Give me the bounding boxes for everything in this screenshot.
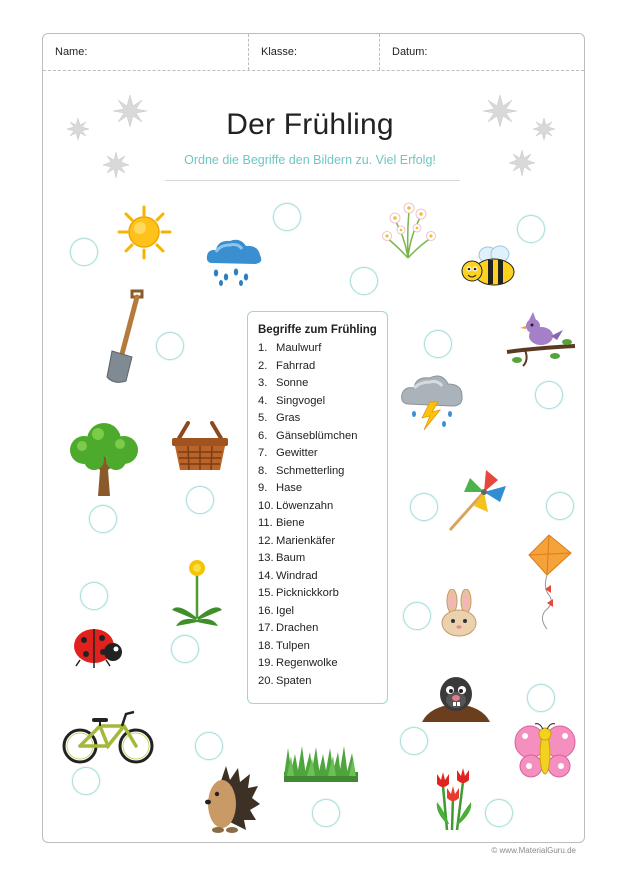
ladybug-icon (70, 622, 126, 668)
grass-icon (282, 744, 360, 784)
list-item-word: Drachen (276, 622, 319, 634)
list-item-number: 9. (258, 482, 268, 494)
copyright-notice: © www.MaterialGuru.de (491, 846, 576, 855)
answer-circle[interactable] (535, 381, 563, 409)
list-item-number: 16. (258, 604, 274, 617)
answer-circle[interactable] (350, 267, 378, 295)
bee-icon (460, 245, 520, 289)
list-item-word: Gras (276, 412, 301, 424)
list-item (258, 585, 387, 603)
word-list-box (247, 311, 388, 704)
list-item-word: Hase (276, 482, 303, 494)
answer-circle[interactable] (400, 727, 428, 755)
list-item (258, 550, 387, 568)
answer-circle[interactable] (312, 799, 340, 827)
name-field[interactable] (43, 34, 249, 70)
list-item-number: 4. (258, 394, 268, 407)
list-item (258, 480, 387, 498)
list-item-word: Biene (276, 517, 305, 529)
divider (165, 180, 460, 181)
rabbit-icon (438, 589, 480, 637)
spade-icon (102, 289, 148, 385)
list-item-word: Marienkäfer (276, 534, 336, 547)
answer-circle[interactable] (527, 684, 555, 712)
word-list (258, 340, 387, 690)
list-item-number: 2. (258, 359, 268, 372)
list-item (258, 638, 387, 656)
name-label: Name: (55, 46, 88, 58)
list-item (258, 568, 387, 586)
answer-circle[interactable] (403, 602, 431, 630)
list-item-number: 3. (258, 377, 268, 389)
answer-circle[interactable] (517, 215, 545, 243)
answer-circle[interactable] (171, 635, 199, 663)
class-field[interactable] (249, 34, 380, 70)
date-field[interactable] (380, 34, 586, 70)
dandelion-icon (168, 558, 226, 630)
answer-circle[interactable] (273, 203, 301, 231)
list-item (258, 445, 387, 463)
daisies-icon (377, 198, 439, 260)
list-item (258, 498, 387, 516)
tulips-icon (433, 768, 475, 832)
list-item (258, 463, 387, 481)
answer-circle[interactable] (156, 332, 184, 360)
list-item-word: Windrad (276, 569, 318, 582)
list-item-word: Löwenzahn (276, 499, 334, 512)
list-item (258, 603, 387, 621)
list-item (258, 428, 387, 446)
list-item (258, 515, 387, 533)
list-item-number: 7. (258, 447, 268, 459)
list-item (258, 340, 387, 358)
list-item-number: 1. (258, 342, 268, 354)
list-item-word: Baum (276, 552, 306, 564)
answer-circle[interactable] (72, 767, 100, 795)
kite-icon (525, 533, 573, 631)
answer-circle[interactable] (424, 330, 452, 358)
list-item-number: 12. (258, 534, 274, 547)
list-item-number: 11. (258, 517, 273, 529)
list-item-number: 8. (258, 464, 268, 477)
list-item-word: Gewitter (276, 447, 318, 459)
list-item (258, 673, 387, 691)
rain-cloud-icon (204, 235, 266, 287)
answer-circle[interactable] (186, 486, 214, 514)
list-item-number: 15. (258, 587, 274, 599)
list-item-number: 19. (258, 657, 274, 669)
list-item-number: 6. (258, 429, 268, 442)
list-item-word: Maulwurf (276, 342, 322, 354)
bicycle-icon (60, 708, 156, 766)
date-label: Datum: (392, 46, 428, 58)
answer-circle[interactable] (89, 505, 117, 533)
list-item-word: Sonne (276, 377, 309, 389)
list-item-word: Fahrrad (276, 359, 316, 372)
list-item (258, 533, 387, 551)
list-item (258, 410, 387, 428)
list-item-word: Schmetterling (276, 464, 345, 477)
list-item-word: Spaten (276, 674, 312, 687)
header-row (43, 34, 584, 71)
list-item-number: 14. (258, 569, 274, 582)
answer-circle[interactable] (195, 732, 223, 760)
list-item (258, 358, 387, 376)
list-item-number: 18. (258, 639, 274, 652)
class-label: Klasse: (261, 46, 298, 58)
answer-circle[interactable] (70, 238, 98, 266)
list-item-number: 5. (258, 412, 268, 424)
list-item-number: 17. (258, 622, 274, 634)
list-item (258, 375, 387, 393)
thundercloud-icon (400, 370, 466, 432)
hedgehog-icon (200, 764, 260, 834)
page-title: Der Frühling (226, 108, 394, 141)
list-item-number: 13. (258, 552, 274, 564)
answer-circle[interactable] (410, 493, 438, 521)
page-subtitle: Ordne die Begriffe den Bildern zu. Viel Erfolg! (184, 153, 436, 167)
pinwheel-icon (446, 466, 514, 532)
list-item (258, 620, 387, 638)
picnic-basket-icon (170, 420, 230, 472)
list-item-word: Singvogel (276, 394, 326, 407)
word-list-title: Begriffe zum Frühling (258, 324, 377, 336)
list-item-word: Picknickkorb (276, 587, 339, 599)
list-item-number: 10. (258, 499, 274, 512)
answer-circle[interactable] (485, 799, 513, 827)
answer-circle[interactable] (80, 582, 108, 610)
sun-icon (117, 205, 172, 260)
list-item-word: Regenwolke (276, 657, 338, 669)
list-item (258, 655, 387, 673)
answer-circle[interactable] (546, 492, 574, 520)
list-item-word: Tulpen (276, 639, 310, 652)
list-item-word: Igel (276, 604, 295, 617)
mole-icon (420, 668, 492, 724)
list-item-number: 20. (258, 674, 274, 687)
songbird-icon (505, 310, 577, 370)
tree-icon (64, 418, 144, 498)
list-item-word: Gänseblümchen (276, 429, 358, 442)
butterfly-icon (513, 722, 577, 780)
list-item (258, 393, 387, 411)
